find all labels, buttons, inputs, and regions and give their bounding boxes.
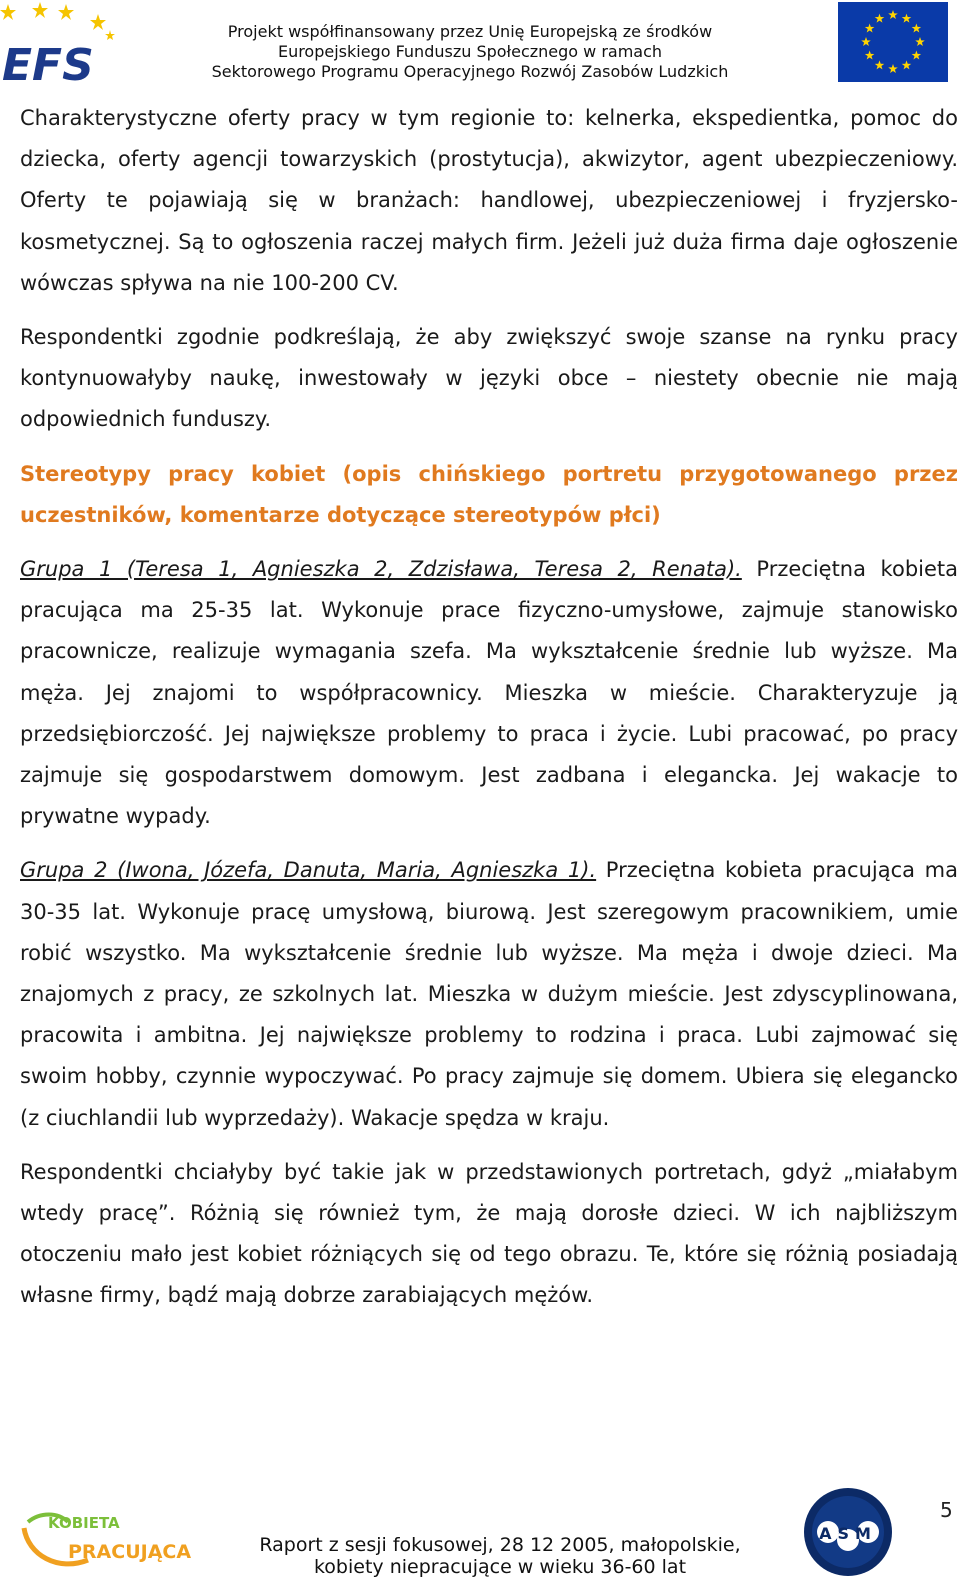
paragraph-job-offers: Charakterystyczne oferty pracy w tym regionie to: kelnerka, ekspedientka, pomoc do dziecka, oferty agencji towarzyskich (prostytucja), akwizytor, agent ubezpieczeniowy. Oferty te pojawiają się w branżach: handlowej, ubezpieczeniowej i fryzjersko-kosmetycznej. Są to ogłoszenia raczej małych firm. Jeżeli już duża firma daje ogłoszenie wówczas spływa na nie 100-200 CV.: [20, 106, 958, 295]
paragraph-group-2: [20, 850, 958, 1138]
project-funding-note: Projekt współfinansowany przez Unię Europejską ze środków Europejskiego Funduszu Społecznego w ramach Sektorowego Programu Operacyjnego Rozwój Zasobów Ludzkich: [211, 22, 729, 81]
paragraph-group-1: [20, 549, 958, 837]
eu-flag-icon: [838, 2, 948, 82]
report-body: [20, 98, 958, 1330]
report-caption: Raport z sesji fokusowej, 28 12 2005, małopolskie, kobiety niepracujące w wieku 36-60 lat: [259, 1534, 741, 1578]
group-1-label: Grupa 1 (Teresa 1, Agnieszka 2, Zdzisława, Teresa 2, Renata).: [20, 557, 742, 582]
svg-text:KOBIETA: KOBIETA: [48, 1514, 120, 1532]
paragraph-respondents-wishes: Respondentki chciałyby być takie jak w przedstawionych portretach, gdyż „miałabym wtedy pracę”. Różnią się również tym, że mają dorosłe dzieci. W ich najbliższym otoczeniu mało jest kobiet różniących się od tego obrazu. Te, które się różnią posiadają własne firmy, bądź mają dobrze zarabiających mężów.: [20, 1159, 958, 1308]
group-2-description: Przeciętna kobieta pracująca ma 30-35 lat. Wykonuje pracę umysłową, biurową. Jest szeregowym pracownikiem, umie robić wszystko. Ma wykształcenie średnie lub wyższe. Ma męża i dwoje dzieci. Ma znajomych z pracy, ze szkolnych lat. Mieszka w dużym mieście. Jest zdyscyplinowana, pracowita i ambitna. Jej największe problemy to rodzina i praca. Lubi zajmować się swoim hobby, czynnie wypoczywać. Po pracy zajmuje się domem. Ubiera się elegancko (z ciuchlandii lub wyprzedaży). Wakacje spędza w kraju.: [20, 858, 958, 1130]
svg-text:EFS: EFS: [2, 40, 94, 90]
kobieta-pracujaca-logo: [18, 1500, 208, 1580]
svg-text:ASM: ASM: [819, 1524, 877, 1543]
paragraph-respondents-education: Respondentki zgodnie podkreślają, że aby zwiększyć swoje szanse na rynku pracy kontynuowałyby naukę, inwestowały w języki obce – niestety obecnie nie mają odpowiednich funduszy.: [20, 325, 958, 432]
svg-text:PRACUJĄCA: PRACUJĄCA: [68, 1541, 192, 1563]
page-header: [0, 0, 960, 90]
page-footer: [0, 1480, 960, 1594]
efs-logo: [0, 0, 120, 90]
group-2-label: Grupa 2 (Iwona, Józefa, Danuta, Maria, Agnieszka 1).: [20, 858, 597, 883]
group-1-description: Przeciętna kobieta pracująca ma 25-35 lat. Wykonuje prace fizyczno-umysłowe, zajmuje stanowisko pracownicze, realizuje wymagania szefa. Ma wykształcenie średnie lub wyższe. Ma męża. Jej znajomi to współpracownicy. Mieszka w mieście. Charakteryzuje ją przedsiębiorczość. Jej największe problemy to praca i życie. Lubi pracować, po pracy zajmuje się gospodarstwem domowym. Jest zadbana i elegancka. Jej wakacje to prywatne wypady.: [20, 557, 959, 829]
asm-logo: [800, 1480, 900, 1580]
section-heading: Stereotypy pracy kobiet (opis chińskiego portretu przygotowanego przez uczestników, komentarze dotyczące stereotypów płci): [20, 461, 958, 527]
page-number: 5: [940, 1498, 953, 1522]
